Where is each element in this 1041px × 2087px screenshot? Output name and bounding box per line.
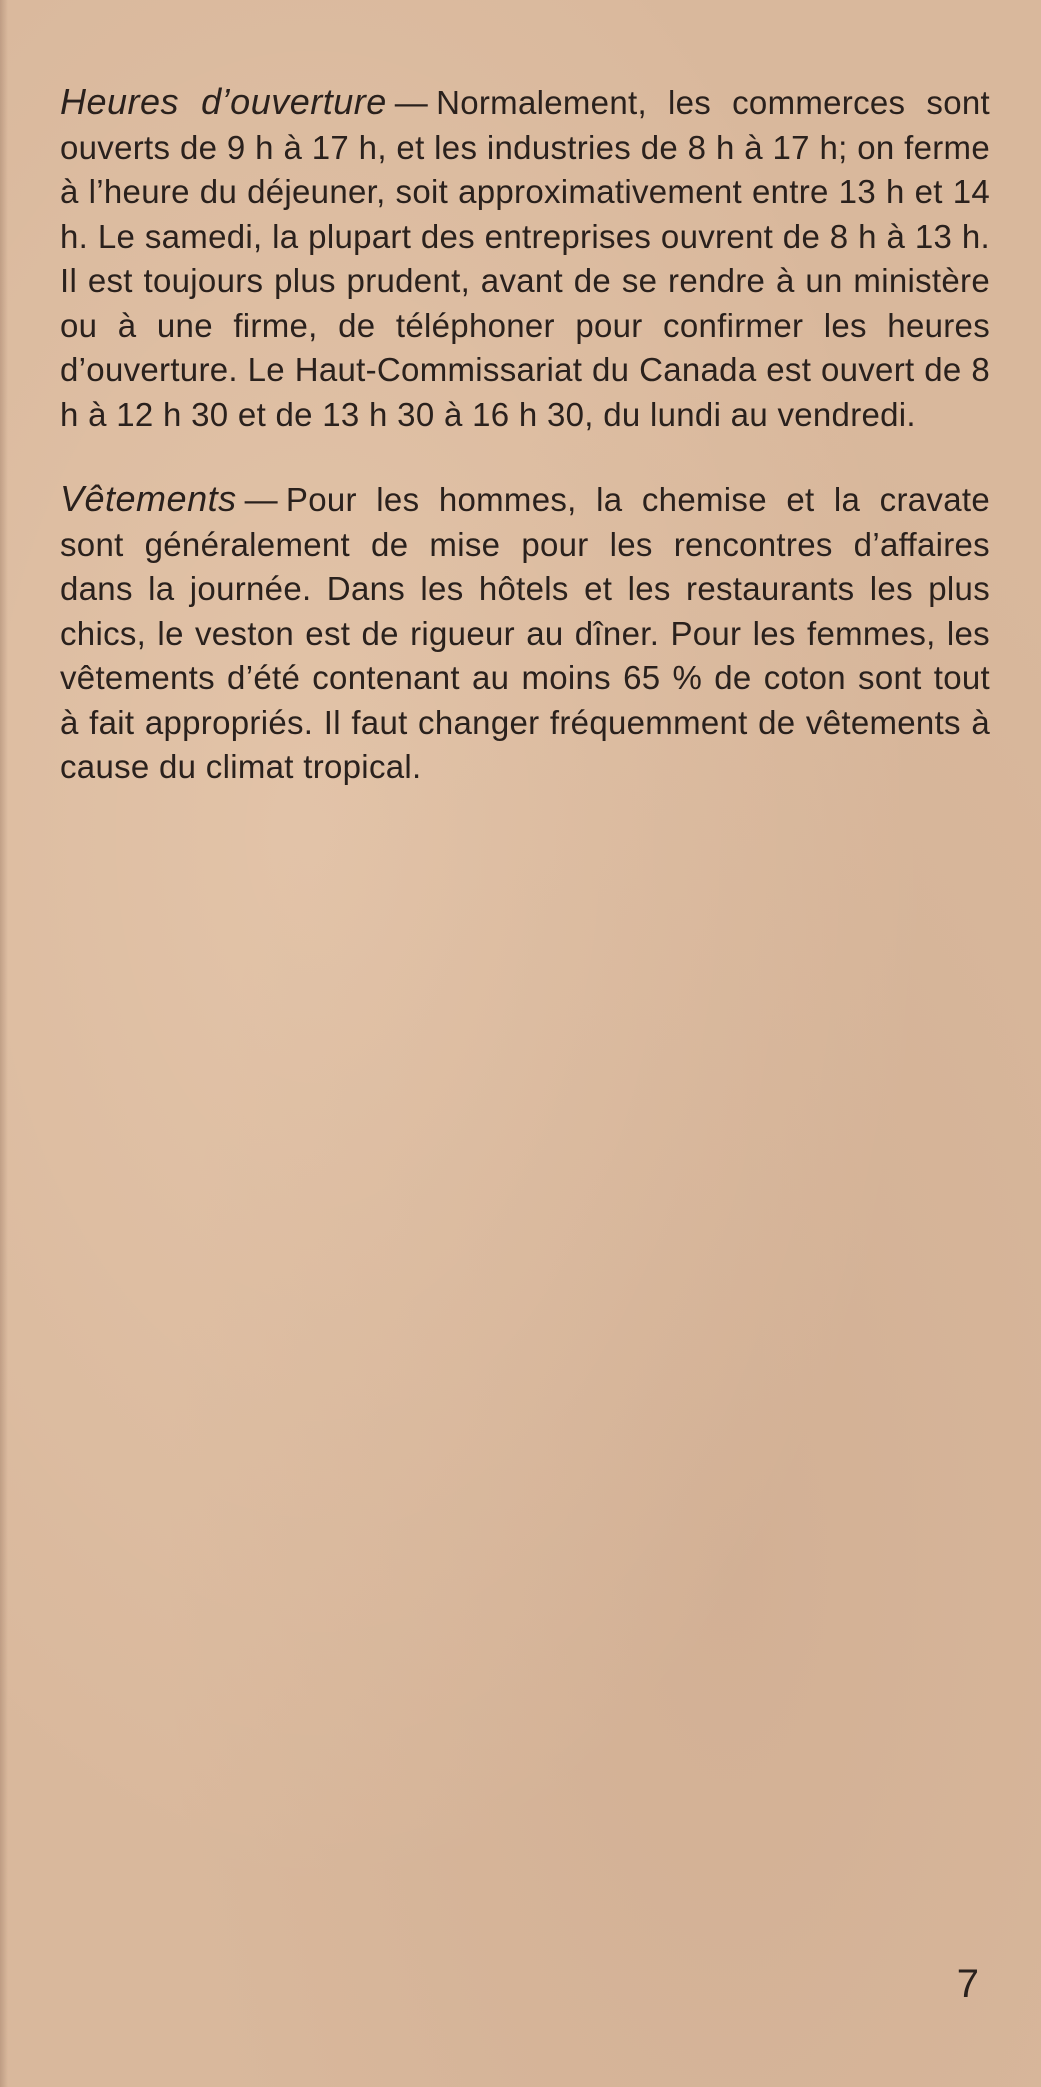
page-edge-shadow xyxy=(0,0,8,2087)
paragraph-clothing xyxy=(60,477,990,790)
heading-clothing: Vêtements xyxy=(60,478,237,519)
body-opening-hours: Normalement, les commerces sont ouverts de 9 h à 17 h, et les industries de 8 h à 17 h; on ferme à l’heure du déjeuner, soit approximativement entre 13 h et 14 h. Le samedi, la plupart des entreprises ouvrent de 8 h à 13 h. Il est toujours plus prudent, avant de se rendre à un ministère ou à une firme, de téléphoner pour confirmer les heures d’ouverture. Le Haut-Commissariat du Canada est ouvert de 8 h à 12 h 30 et de 13 h 30 à 16 h 30, du lundi au vendredi. xyxy=(60,84,990,433)
paragraph-opening-hours xyxy=(60,80,990,437)
page-content xyxy=(60,80,990,830)
heading-dash: — xyxy=(394,84,429,121)
heading-opening-hours: Heures d’ouverture xyxy=(60,81,387,122)
body-clothing: Pour les hommes, la chemise et la cravate sont généralement de mise pour les rencontres d’affaires dans la journée. Dans les hôtels et les restaurants les plus chics, le veston est de rigueur au dîner. Pour les femmes, les vêtements d’été contenant au moins 65 % de coton sont tout à fait appropriés. Il faut changer fréquemment de vêtements à cause du climat tropical. xyxy=(60,481,990,785)
page-number: 7 xyxy=(956,1962,979,2006)
heading-dash: — xyxy=(244,481,278,518)
